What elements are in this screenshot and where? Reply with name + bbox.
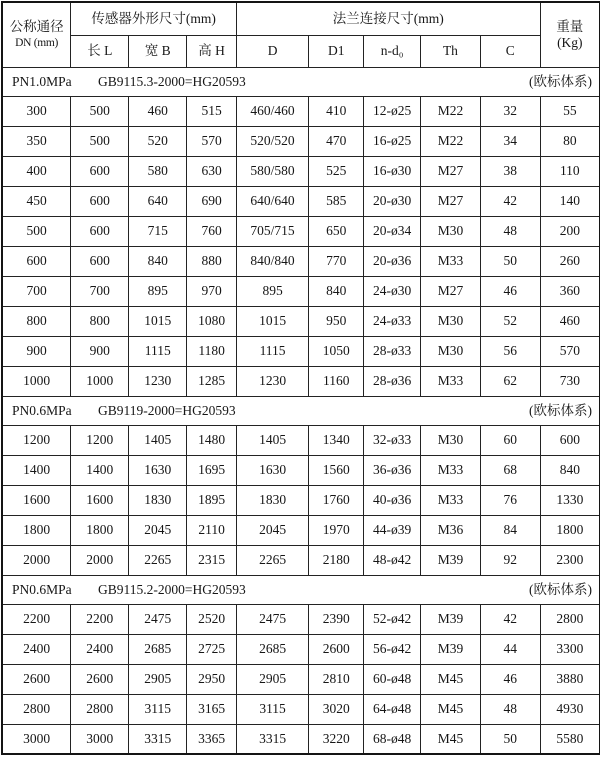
cell-height-h: 1180 [187, 336, 237, 366]
table-row [2, 216, 600, 246]
cell-weight-kg: 1330 [540, 485, 600, 515]
cell-d: 580/580 [236, 156, 308, 186]
cell-th: M27 [421, 156, 481, 186]
cell-length-l: 2800 [71, 694, 129, 724]
section-pressure: PN0.6MPa [12, 581, 72, 597]
cell-c: 38 [480, 156, 540, 186]
cell-height-h: 2520 [187, 604, 237, 634]
cell-n-d0: 60-ø48 [364, 664, 421, 694]
cell-dn: 2800 [2, 694, 71, 724]
cell-d: 2905 [236, 664, 308, 694]
cell-c: 32 [480, 96, 540, 126]
cell-dn: 400 [2, 156, 71, 186]
cell-th: M33 [421, 485, 481, 515]
header-weight-sub: (Kg) [557, 34, 583, 50]
cell-weight-kg: 200 [540, 216, 600, 246]
cell-c: 42 [480, 186, 540, 216]
cell-width-b: 1230 [129, 366, 187, 396]
cell-height-h: 630 [187, 156, 237, 186]
cell-weight-kg: 2800 [540, 604, 600, 634]
cell-d1: 650 [309, 216, 364, 246]
cell-length-l: 1600 [71, 485, 129, 515]
cell-width-b: 2265 [129, 545, 187, 575]
cell-d1: 2810 [309, 664, 364, 694]
cell-dn: 1600 [2, 485, 71, 515]
table-row [2, 156, 600, 186]
cell-c: 34 [480, 126, 540, 156]
subheader-c: C [480, 35, 540, 67]
cell-width-b: 1015 [129, 306, 187, 336]
cell-dn: 700 [2, 276, 71, 306]
table-row [2, 276, 600, 306]
cell-d: 2685 [236, 634, 308, 664]
cell-width-b: 460 [129, 96, 187, 126]
cell-height-h: 2950 [187, 664, 237, 694]
cell-dn: 2400 [2, 634, 71, 664]
cell-d: 2045 [236, 515, 308, 545]
cell-dn: 1000 [2, 366, 71, 396]
cell-th: M22 [421, 126, 481, 156]
cell-n-d0: 44-ø39 [364, 515, 421, 545]
cell-dn: 3000 [2, 724, 71, 754]
cell-height-h: 515 [187, 96, 237, 126]
table-row [2, 126, 600, 156]
cell-length-l: 1400 [71, 455, 129, 485]
cell-weight-kg: 1800 [540, 515, 600, 545]
cell-dn: 300 [2, 96, 71, 126]
cell-dn: 600 [2, 246, 71, 276]
section-pressure: PN1.0MPa [12, 73, 72, 89]
table-row [2, 366, 600, 396]
cell-width-b: 2045 [129, 515, 187, 545]
table-row [2, 246, 600, 276]
cell-width-b: 2475 [129, 604, 187, 634]
cell-dn: 1200 [2, 425, 71, 455]
table-row [2, 694, 600, 724]
cell-weight-kg: 140 [540, 186, 600, 216]
cell-d1: 2390 [309, 604, 364, 634]
section-note: (欧标体系) [529, 73, 592, 89]
subheader-d: D [236, 35, 308, 67]
cell-width-b: 1830 [129, 485, 187, 515]
header-flange-group: 法兰连接尺寸(mm) [236, 2, 540, 35]
cell-width-b: 895 [129, 276, 187, 306]
cell-d1: 2180 [309, 545, 364, 575]
cell-weight-kg: 730 [540, 366, 600, 396]
cell-height-h: 1480 [187, 425, 237, 455]
cell-d: 460/460 [236, 96, 308, 126]
cell-th: M30 [421, 306, 481, 336]
cell-n-d0: 16-ø30 [364, 156, 421, 186]
section-note: (欧标体系) [529, 402, 592, 418]
cell-length-l: 900 [71, 336, 129, 366]
cell-d1: 525 [309, 156, 364, 186]
header-weight-title: 重量 [556, 19, 584, 35]
cell-n-d0: 52-ø42 [364, 604, 421, 634]
cell-dn: 1800 [2, 515, 71, 545]
cell-th: M27 [421, 276, 481, 306]
cell-height-h: 690 [187, 186, 237, 216]
cell-length-l: 600 [71, 156, 129, 186]
subheader-width-b: 宽 B [129, 35, 187, 67]
cell-d: 1230 [236, 366, 308, 396]
cell-th: M45 [421, 694, 481, 724]
section-row [2, 67, 600, 96]
cell-n-d0: 20-ø30 [364, 186, 421, 216]
cell-length-l: 2600 [71, 664, 129, 694]
cell-d: 1115 [236, 336, 308, 366]
cell-c: 48 [480, 216, 540, 246]
cell-length-l: 3000 [71, 724, 129, 754]
table-row [2, 724, 600, 754]
cell-height-h: 1080 [187, 306, 237, 336]
cell-d: 1405 [236, 425, 308, 455]
cell-width-b: 840 [129, 246, 187, 276]
section-standard: GB9115.2-2000=HG20593 [98, 581, 246, 597]
cell-th: M22 [421, 96, 481, 126]
cell-c: 50 [480, 724, 540, 754]
cell-th: M33 [421, 246, 481, 276]
table-row [2, 485, 600, 515]
section-note: (欧标体系) [529, 581, 592, 597]
cell-th: M45 [421, 664, 481, 694]
cell-length-l: 600 [71, 186, 129, 216]
cell-width-b: 1115 [129, 336, 187, 366]
header-dn [2, 2, 71, 67]
cell-th: M39 [421, 634, 481, 664]
cell-weight-kg: 5580 [540, 724, 600, 754]
cell-n-d0: 16-ø25 [364, 126, 421, 156]
cell-n-d0: 64-ø48 [364, 694, 421, 724]
cell-width-b: 715 [129, 216, 187, 246]
cell-dn: 900 [2, 336, 71, 366]
cell-height-h: 2315 [187, 545, 237, 575]
cell-n-d0: 28-ø33 [364, 336, 421, 366]
cell-d1: 770 [309, 246, 364, 276]
cell-width-b: 1405 [129, 425, 187, 455]
cell-d: 2475 [236, 604, 308, 634]
cell-d1: 1760 [309, 485, 364, 515]
cell-c: 44 [480, 634, 540, 664]
cell-length-l: 1200 [71, 425, 129, 455]
cell-th: M30 [421, 425, 481, 455]
cell-th: M45 [421, 724, 481, 754]
cell-n-d0: 68-ø48 [364, 724, 421, 754]
cell-weight-kg: 80 [540, 126, 600, 156]
cell-dn: 1400 [2, 455, 71, 485]
table-row [2, 664, 600, 694]
cell-c: 46 [480, 276, 540, 306]
cell-d: 3315 [236, 724, 308, 754]
cell-weight-kg: 840 [540, 455, 600, 485]
cell-weight-kg: 2300 [540, 545, 600, 575]
cell-d1: 410 [309, 96, 364, 126]
cell-length-l: 500 [71, 96, 129, 126]
cell-dn: 800 [2, 306, 71, 336]
cell-n-d0: 56-ø42 [364, 634, 421, 664]
table-row [2, 336, 600, 366]
cell-dn: 2200 [2, 604, 71, 634]
section-standard: GB9119-2000=HG20593 [98, 402, 236, 418]
cell-height-h: 1895 [187, 485, 237, 515]
cell-weight-kg: 260 [540, 246, 600, 276]
cell-length-l: 600 [71, 216, 129, 246]
cell-c: 76 [480, 485, 540, 515]
table-row [2, 634, 600, 664]
cell-c: 50 [480, 246, 540, 276]
subheader-n-d0: n-d₀ [364, 35, 421, 67]
cell-th: M39 [421, 545, 481, 575]
cell-height-h: 970 [187, 276, 237, 306]
cell-n-d0: 24-ø33 [364, 306, 421, 336]
cell-d: 1015 [236, 306, 308, 336]
cell-width-b: 2685 [129, 634, 187, 664]
section-pressure: PN0.6MPa [12, 402, 72, 418]
section-header-cell [2, 67, 600, 96]
cell-n-d0: 48-ø42 [364, 545, 421, 575]
header-dn-sub: DN (mm) [15, 36, 59, 49]
cell-th: M36 [421, 515, 481, 545]
cell-c: 68 [480, 455, 540, 485]
cell-c: 46 [480, 664, 540, 694]
cell-n-d0: 24-ø30 [364, 276, 421, 306]
cell-dn: 450 [2, 186, 71, 216]
cell-d1: 1340 [309, 425, 364, 455]
cell-length-l: 500 [71, 126, 129, 156]
cell-height-h: 570 [187, 126, 237, 156]
cell-d: 895 [236, 276, 308, 306]
cell-d1: 3020 [309, 694, 364, 724]
section-row [2, 396, 600, 425]
cell-c: 52 [480, 306, 540, 336]
section-standard: GB9115.3-2000=HG20593 [98, 73, 246, 89]
cell-d1: 3220 [309, 724, 364, 754]
cell-d1: 840 [309, 276, 364, 306]
cell-n-d0: 20-ø36 [364, 246, 421, 276]
cell-d1: 1560 [309, 455, 364, 485]
cell-c: 48 [480, 694, 540, 724]
spec-table [1, 1, 600, 755]
cell-length-l: 600 [71, 246, 129, 276]
subheader-height-h: 高 H [187, 35, 237, 67]
section-row [2, 575, 600, 604]
table-row [2, 96, 600, 126]
cell-width-b: 2905 [129, 664, 187, 694]
cell-length-l: 1800 [71, 515, 129, 545]
cell-length-l: 800 [71, 306, 129, 336]
cell-th: M33 [421, 366, 481, 396]
cell-n-d0: 20-ø34 [364, 216, 421, 246]
cell-height-h: 1695 [187, 455, 237, 485]
cell-width-b: 640 [129, 186, 187, 216]
header-dn-title: 公称通径 [9, 19, 64, 35]
cell-th: M30 [421, 216, 481, 246]
header-row-groups [2, 2, 600, 35]
subheader-th: Th [421, 35, 481, 67]
table-row [2, 306, 600, 336]
cell-height-h: 760 [187, 216, 237, 246]
cell-d1: 1050 [309, 336, 364, 366]
cell-n-d0: 40-ø36 [364, 485, 421, 515]
cell-d: 840/840 [236, 246, 308, 276]
table-row [2, 545, 600, 575]
cell-c: 84 [480, 515, 540, 545]
cell-weight-kg: 600 [540, 425, 600, 455]
cell-n-d0: 28-ø36 [364, 366, 421, 396]
cell-weight-kg: 570 [540, 336, 600, 366]
cell-n-d0: 36-ø36 [364, 455, 421, 485]
cell-th: M30 [421, 336, 481, 366]
cell-th: M27 [421, 186, 481, 216]
cell-d: 520/520 [236, 126, 308, 156]
cell-length-l: 2200 [71, 604, 129, 634]
section-header-cell [2, 396, 600, 425]
header-sensor-group: 传感器外形尺寸(mm) [71, 2, 237, 35]
cell-n-d0: 32-ø33 [364, 425, 421, 455]
cell-height-h: 2110 [187, 515, 237, 545]
cell-dn: 2000 [2, 545, 71, 575]
section-header-cell [2, 575, 600, 604]
cell-c: 62 [480, 366, 540, 396]
cell-height-h: 3165 [187, 694, 237, 724]
cell-width-b: 3315 [129, 724, 187, 754]
table-row [2, 604, 600, 634]
cell-d: 640/640 [236, 186, 308, 216]
cell-weight-kg: 3300 [540, 634, 600, 664]
cell-d: 3115 [236, 694, 308, 724]
cell-dn: 350 [2, 126, 71, 156]
subheader-d1: D1 [309, 35, 364, 67]
cell-d: 2265 [236, 545, 308, 575]
cell-weight-kg: 55 [540, 96, 600, 126]
cell-d1: 1160 [309, 366, 364, 396]
subheader-length-l: 长 L [71, 35, 129, 67]
cell-d: 1630 [236, 455, 308, 485]
table-row [2, 425, 600, 455]
cell-d1: 950 [309, 306, 364, 336]
cell-dn: 2600 [2, 664, 71, 694]
cell-length-l: 700 [71, 276, 129, 306]
cell-length-l: 2400 [71, 634, 129, 664]
cell-width-b: 3115 [129, 694, 187, 724]
cell-c: 92 [480, 545, 540, 575]
cell-width-b: 520 [129, 126, 187, 156]
cell-th: M39 [421, 604, 481, 634]
cell-dn: 500 [2, 216, 71, 246]
cell-d1: 585 [309, 186, 364, 216]
table-row [2, 455, 600, 485]
cell-weight-kg: 4930 [540, 694, 600, 724]
cell-d1: 470 [309, 126, 364, 156]
table-row [2, 515, 600, 545]
cell-n-d0: 12-ø25 [364, 96, 421, 126]
cell-width-b: 580 [129, 156, 187, 186]
cell-c: 42 [480, 604, 540, 634]
cell-c: 60 [480, 425, 540, 455]
header-row-columns [2, 35, 600, 67]
cell-width-b: 1630 [129, 455, 187, 485]
cell-height-h: 880 [187, 246, 237, 276]
cell-d: 705/715 [236, 216, 308, 246]
header-weight [540, 2, 600, 67]
cell-weight-kg: 460 [540, 306, 600, 336]
cell-th: M33 [421, 455, 481, 485]
cell-length-l: 2000 [71, 545, 129, 575]
cell-height-h: 2725 [187, 634, 237, 664]
cell-c: 56 [480, 336, 540, 366]
cell-d: 1830 [236, 485, 308, 515]
cell-height-h: 1285 [187, 366, 237, 396]
cell-height-h: 3365 [187, 724, 237, 754]
cell-d1: 1970 [309, 515, 364, 545]
cell-length-l: 1000 [71, 366, 129, 396]
cell-weight-kg: 360 [540, 276, 600, 306]
table-row [2, 186, 600, 216]
cell-weight-kg: 110 [540, 156, 600, 186]
cell-weight-kg: 3880 [540, 664, 600, 694]
cell-d1: 2600 [309, 634, 364, 664]
